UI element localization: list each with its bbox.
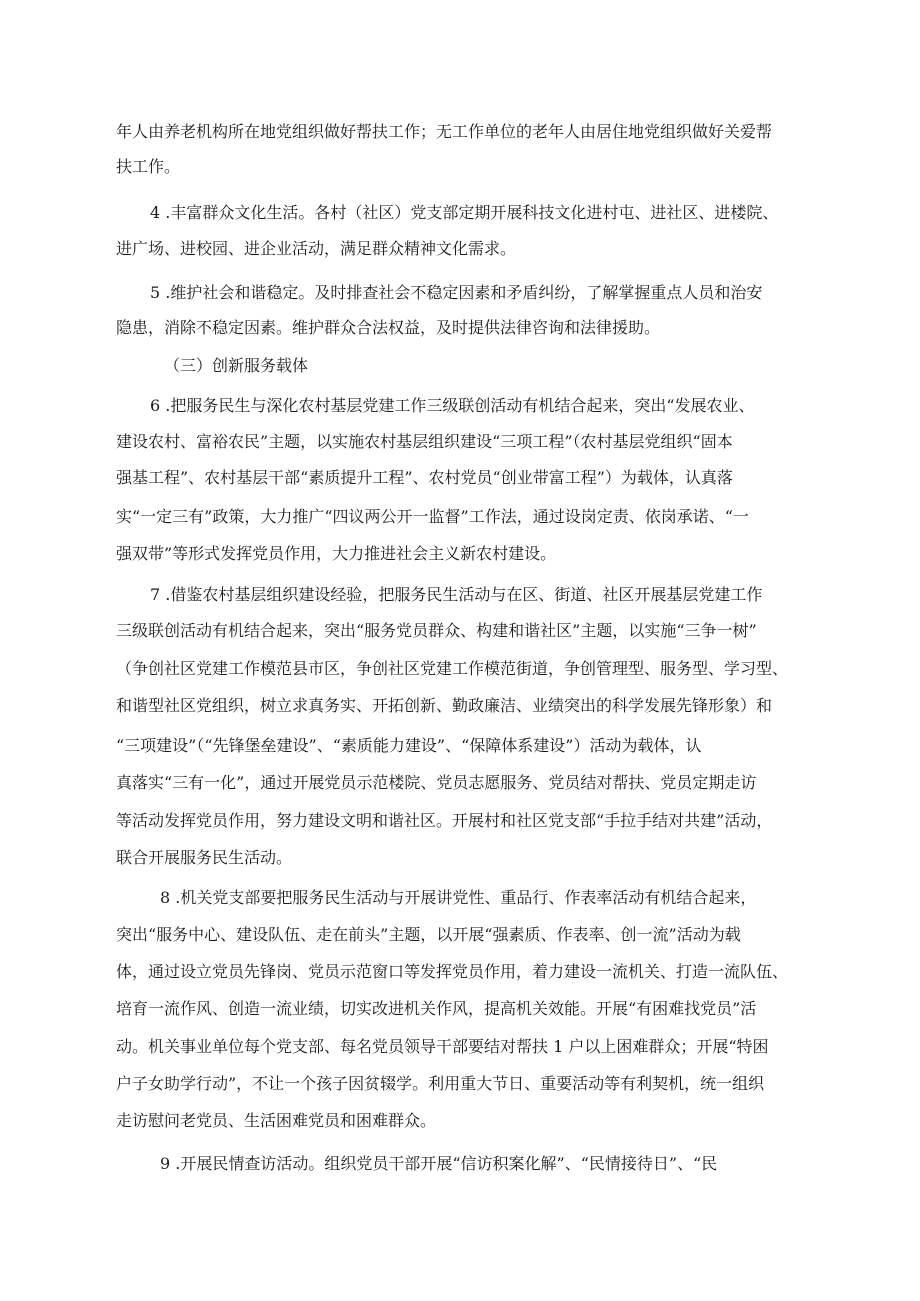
text-line: 5 .维护社会和谐稳定。及时排查社会不稳定因素和矛盾纠纷，了解掌握重点人员和治安 bbox=[150, 283, 763, 302]
text-line: 强基工程”、农村基层干部“素质提升工程”、农村党员“创业带富工程”）为载体，认真落 bbox=[116, 468, 733, 487]
text-line: 突出“服务中心、建设队伍、走在前头”主题，以开展“强素质、作表率、创一流”活动为载 bbox=[116, 925, 741, 944]
text-line: 实“一定三有”政策，大力推广“四议两公开一监督”工作法，通过设岗定责、依岗承诺、“一 bbox=[116, 507, 749, 526]
text-line: （争创社区党建工作模范县市区，争创社区党建工作模范街道，争创管理型、服务型、学习型、 bbox=[116, 659, 789, 678]
text-line: 进广场、进校园、进企业活动，满足群众精神文化需求。 bbox=[116, 239, 517, 258]
text-line: 隐患，消除不稳定因素。维护群众合法权益，及时提供法律咨询和法律援助。 bbox=[116, 318, 661, 337]
text-line: 强双带”等形式发挥党员作用，大力推进社会主义新农村建设。 bbox=[116, 544, 557, 563]
text-line: 9 .开展民情查访活动。组织党员干部开展“信访积案化解”、“民情接待日”、“民 bbox=[160, 1154, 718, 1173]
text-line: 扶工作。 bbox=[116, 157, 181, 176]
text-line: 年人由养老机构所在地党组织做好帮扶工作；无工作单位的老年人由居住地党组织做好关爱帮 bbox=[116, 122, 773, 141]
text-line: 建设农村、富裕农民”主题，以实施农村基层组织建设“三项工程”（农村基层党组织“固本 bbox=[116, 432, 733, 451]
text-line: 户子女助学行动”，不让一个孩子因贫辍学。利用重大节日、重要活动等有利契机，统一组织 bbox=[116, 1074, 765, 1093]
text-line: 等活动发挥党员作用，努力建设文明和谐社区。开展村和社区党支部“手拉手结对共建”活动， bbox=[116, 811, 773, 830]
section-heading: （三）创新服务载体 bbox=[164, 356, 309, 375]
text-line: 真落实“三有一化”，通过开展党员示范楼院、党员志愿服务、党员结对帮扶、党员定期走访 bbox=[116, 773, 757, 792]
text-line: 动。机关事业单位每个党支部、每名党员领导干部要结对帮扶 1 户以上困难群众；开展“特困 bbox=[116, 1037, 769, 1056]
text-line: 体，通过设立党员先锋岗、党员示范窗口等发挥党员作用，着力建设一流机关、打造一流队伍、 bbox=[116, 962, 789, 981]
text-line: 8 .机关党支部要把服务民生活动与开展讲党性、重品行、作表率活动有机结合起来， bbox=[160, 888, 757, 907]
text-line: “三项建设”（“先锋堡垒建设”、“素质能力建设”、“保障体系建设”）活动为载体，认 bbox=[116, 736, 702, 755]
text-line: 6 .把服务民生与深化农村基层党建工作三级联创活动有机结合起来，突出“发展农业、 bbox=[150, 396, 755, 415]
text-line: 培育一流作风、创造一流业绩，切实改进机关作风，提高机关效能。开展“有困难找党员”活 bbox=[116, 999, 757, 1018]
text-line: 三级联创活动有机结合起来，突出“服务党员群众、构建和谐社区”主题，以实施“三争一树” bbox=[116, 621, 757, 640]
text-line: 和谐型社区党组织，树立求真务实、开拓创新、勤政廉洁、业绩突出的科学发展先锋形象）和 bbox=[116, 696, 773, 715]
text-line: 4 .丰富群众文化生活。各村（社区）党支部定期开展科技文化进村屯、进社区、进楼院、 bbox=[150, 203, 779, 222]
text-line: 走访慰问老党员、生活困难党员和困难群众。 bbox=[116, 1111, 437, 1130]
text-line: 7 .借鉴农村基层组织建设经验，把服务民生活动与在区、街道、社区开展基层党建工作 bbox=[150, 585, 763, 604]
text-line: 联合开展服务民生活动。 bbox=[116, 848, 293, 867]
